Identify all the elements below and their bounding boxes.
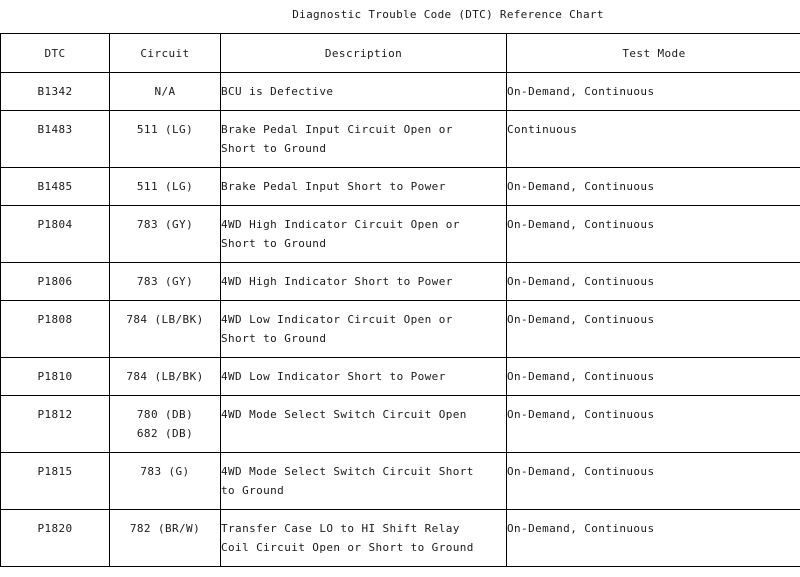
- circuit-line: 784 (LB/BK): [126, 370, 204, 383]
- test-mode-cell: On-Demand, Continuous: [507, 263, 800, 301]
- table-row: [1, 396, 800, 453]
- circuit-cell: [110, 111, 221, 168]
- table-row: [1, 301, 800, 358]
- dtc-code-cell: P1810: [1, 358, 110, 396]
- circuit-line: 511 (LG): [136, 123, 194, 136]
- description-cell: [221, 510, 507, 567]
- description-line: 4WD Mode Select Switch Circuit Open: [221, 408, 467, 421]
- circuit-cell: [110, 301, 221, 358]
- table-row: [1, 73, 800, 111]
- dtc-code-cell: P1804: [1, 206, 110, 263]
- circuit-cell: [110, 168, 221, 206]
- header-circuit: Circuit: [110, 34, 221, 73]
- circuit-line: N/A: [154, 85, 176, 98]
- test-mode-cell: On-Demand, Continuous: [507, 453, 800, 510]
- page-title: Diagnostic Trouble Code (DTC) Reference Chart: [292, 8, 604, 21]
- description-line: 4WD Mode Select Switch Circuit Short: [221, 465, 474, 478]
- table-row: [1, 168, 800, 206]
- description-line: Short to Ground: [221, 142, 327, 155]
- description-line: BCU is Defective: [221, 85, 334, 98]
- test-mode-cell: On-Demand, Continuous: [507, 73, 800, 111]
- description-line: Short to Ground: [221, 237, 327, 250]
- table-row: [1, 263, 800, 301]
- test-mode-cell: On-Demand, Continuous: [507, 358, 800, 396]
- header-test-mode: Test Mode: [507, 34, 800, 73]
- circuit-cell: [110, 206, 221, 263]
- description-line: Transfer Case LO to HI Shift Relay: [221, 522, 460, 535]
- circuit-line: 784 (LB/BK): [126, 313, 204, 326]
- circuit-line: 511 (LG): [136, 180, 194, 193]
- description-line: Brake Pedal Input Short to Power: [221, 180, 446, 193]
- description-line: Brake Pedal Input Circuit Open or: [221, 123, 453, 136]
- table-row: [1, 358, 800, 396]
- circuit-cell: [110, 358, 221, 396]
- dtc-table: [0, 33, 800, 567]
- table-row: [1, 453, 800, 510]
- test-mode-cell: On-Demand, Continuous: [507, 168, 800, 206]
- table-row: [1, 510, 800, 567]
- dtc-code-cell: P1820: [1, 510, 110, 567]
- description-line: 4WD High Indicator Short to Power: [221, 275, 453, 288]
- description-line: to Ground: [221, 484, 285, 497]
- dtc-code-cell: P1808: [1, 301, 110, 358]
- circuit-line: 783 (G): [140, 465, 190, 478]
- circuit-line: 783 (GY): [136, 275, 194, 288]
- dtc-code-cell: B1483: [1, 111, 110, 168]
- dtc-code-cell: B1485: [1, 168, 110, 206]
- test-mode-cell: Continuous: [507, 111, 800, 168]
- dtc-code-cell: P1815: [1, 453, 110, 510]
- circuit-cell: [110, 73, 221, 111]
- circuit-cell: [110, 453, 221, 510]
- header-description: Description: [221, 34, 507, 73]
- description-cell: [221, 111, 507, 168]
- description-line: 4WD Low Indicator Circuit Open or: [221, 313, 453, 326]
- test-mode-cell: On-Demand, Continuous: [507, 301, 800, 358]
- test-mode-cell: On-Demand, Continuous: [507, 510, 800, 567]
- description-line: 4WD High Indicator Circuit Open or: [221, 218, 460, 231]
- description-cell: [221, 358, 507, 396]
- description-line: Coil Circuit Open or Short to Ground: [221, 541, 474, 554]
- circuit-cell: [110, 396, 221, 453]
- dtc-code-cell: P1806: [1, 263, 110, 301]
- description-cell: [221, 453, 507, 510]
- description-cell: [221, 301, 507, 358]
- dtc-code-cell: P1812: [1, 396, 110, 453]
- description-cell: [221, 73, 507, 111]
- description-line: 4WD Low Indicator Short to Power: [221, 370, 446, 383]
- circuit-line: 682 (DB): [136, 427, 194, 440]
- table-header-row: [1, 34, 800, 73]
- header-dtc: DTC: [1, 34, 110, 73]
- table-row: [1, 111, 800, 168]
- circuit-line: 782 (BR/W): [129, 522, 201, 535]
- table-body: [1, 73, 800, 567]
- description-line: Short to Ground: [221, 332, 327, 345]
- description-cell: [221, 263, 507, 301]
- test-mode-cell: On-Demand, Continuous: [507, 206, 800, 263]
- description-cell: [221, 168, 507, 206]
- test-mode-cell: On-Demand, Continuous: [507, 396, 800, 453]
- description-cell: [221, 396, 507, 453]
- circuit-line: 783 (GY): [136, 218, 194, 231]
- circuit-cell: [110, 263, 221, 301]
- circuit-cell: [110, 510, 221, 567]
- circuit-line: 780 (DB): [136, 408, 194, 421]
- dtc-code-cell: B1342: [1, 73, 110, 111]
- table-row: [1, 206, 800, 263]
- description-cell: [221, 206, 507, 263]
